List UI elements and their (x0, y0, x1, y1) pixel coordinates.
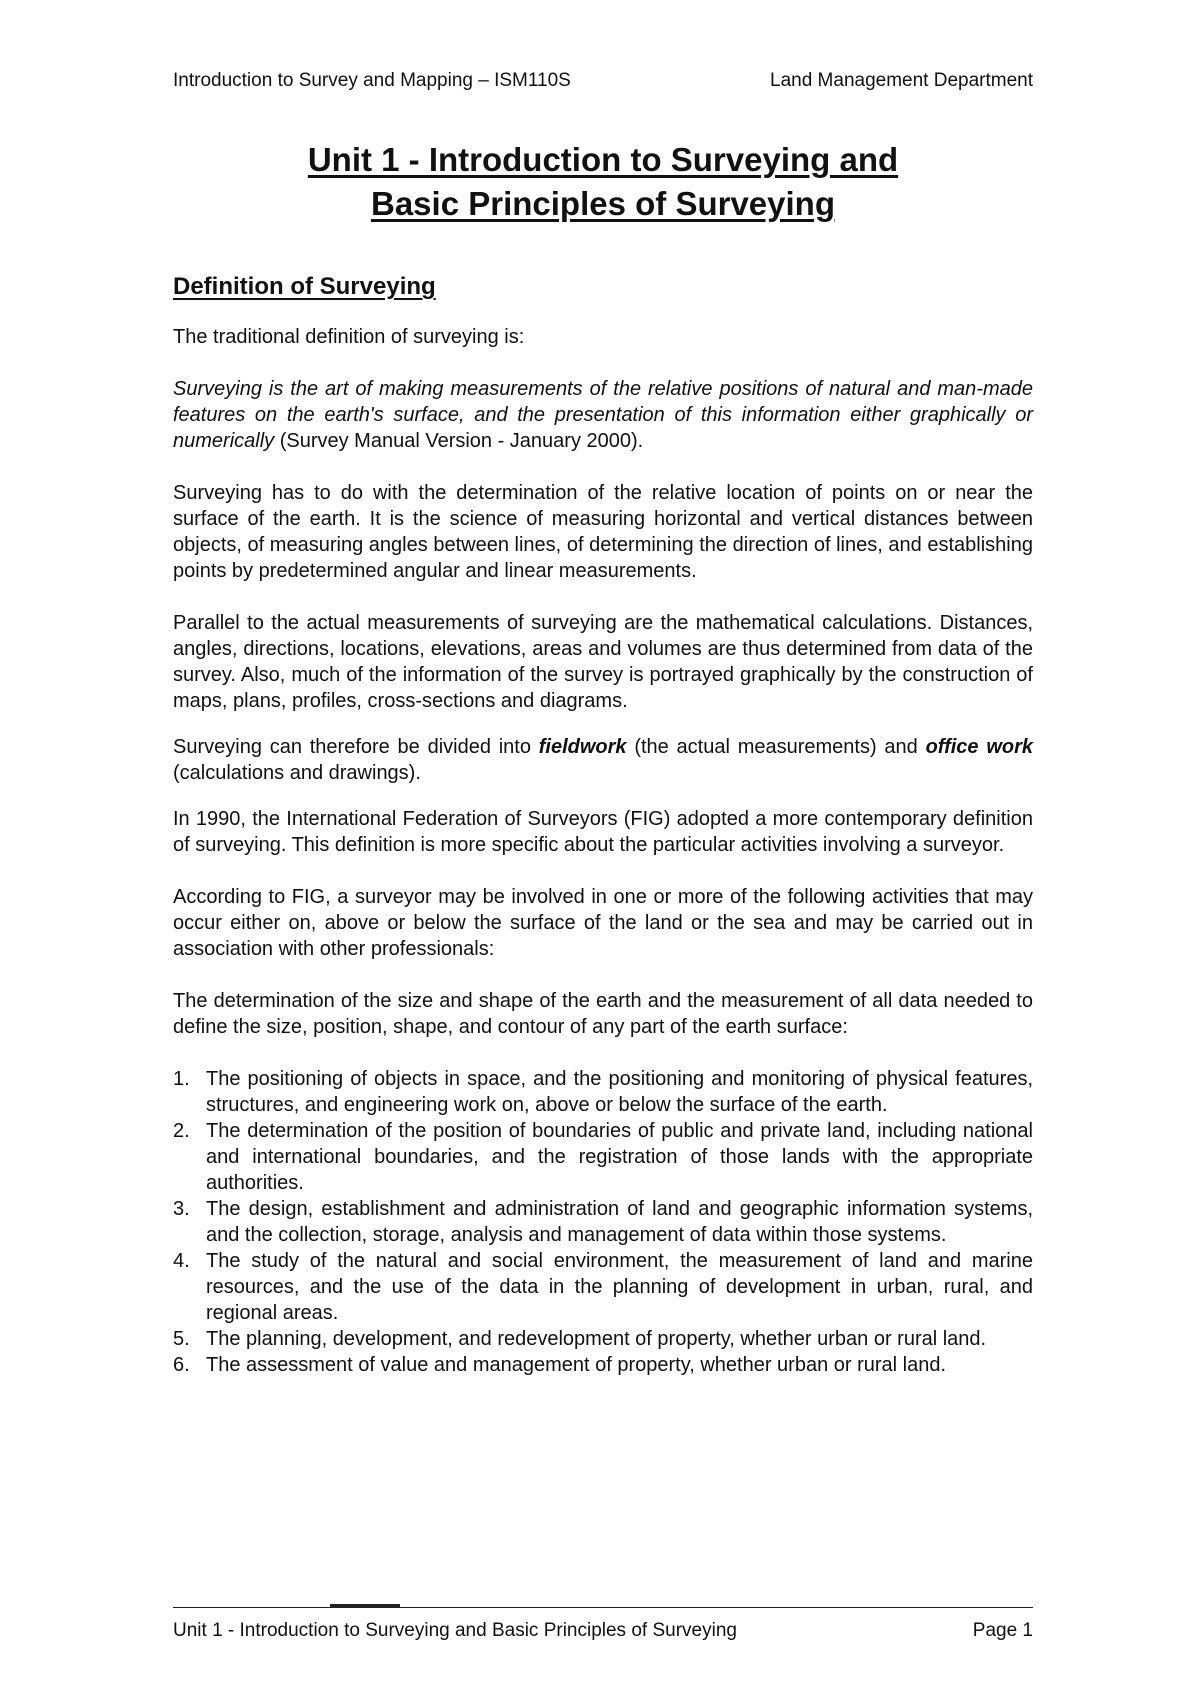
fieldwork-term: fieldwork (538, 736, 627, 758)
list-number: 2. (173, 1120, 190, 1142)
list-number: 3. (173, 1198, 190, 1220)
list-item (173, 1196, 1033, 1248)
divided-text-a: Surveying can therefore be divided into (173, 736, 539, 758)
document-title (173, 138, 1033, 226)
footer-unit-title: Unit 1 - Introduction to Surveying and Basic Principles of Surveying (173, 1620, 737, 1641)
list-item (173, 1326, 1033, 1352)
list-number: 4. (173, 1250, 190, 1272)
list-number: 6. (173, 1354, 190, 1376)
section-heading: Definition of Surveying (173, 273, 436, 300)
location-paragraph: Surveying has to do with the determination of the relative location of points on or near the surface of the earth. It is the science of measuring horizontal and vertical distances between objects, of measuring angles between lines, of determining the direction of lines, and establishing points by predetermined angular and linear measurements. (173, 482, 1033, 582)
list-number: 1. (173, 1068, 190, 1090)
title-line-2: Basic Principles of Surveying (371, 185, 835, 222)
list-text: The planning, development, and redevelopment of property, whether urban or rural land. (206, 1328, 987, 1350)
page-content (173, 138, 1033, 1378)
divided-text-c: (calculations and drawings). (173, 762, 421, 784)
page-header (173, 70, 1033, 92)
title-line-1: Unit 1 - Introduction to Surveying and (307, 141, 899, 178)
list-item (173, 1352, 1033, 1378)
fig-paragraph: In 1990, the International Federation of Surveyors (FIG) adopted a more contemporary definition of surveying. This definition is more specific about the particular activities involving a surveyor. (173, 808, 1033, 856)
definition-paragraph (173, 376, 1033, 454)
page-number: Page 1 (972, 1620, 1033, 1641)
page-footer (173, 1620, 1033, 1642)
divided-text-b: (the actual measurements) and (626, 736, 926, 758)
list-number: 5. (173, 1328, 190, 1350)
activities-list (173, 1066, 1033, 1378)
footer-divider (173, 1607, 1033, 1608)
list-item (173, 1066, 1033, 1118)
list-text: The design, establishment and administration of land and geographic information systems, and the collection, storage, analysis and management of data within those systems. (206, 1198, 1033, 1246)
definition-source: (Survey Manual Version - January 2000). (274, 430, 644, 452)
parallel-paragraph: Parallel to the actual measurements of surveying are the mathematical calculations. Distances, angles, directions, locations, elevations, areas and volumes are thus determined from data of the survey. Also, much of the information of the survey is portrayed graphically by the construction of maps, plans, profiles, cross-sections and diagrams. (173, 612, 1033, 712)
according-paragraph: According to FIG, a surveyor may be involved in one or more of the following activities that may occur either on, above or below the surface of the land or the sea and may be carried out in association with other professionals: (173, 886, 1033, 960)
determination-paragraph: The determination of the size and shape of the earth and the measurement of all data needed to define the size, position, shape, and contour of any part of the earth surface: (173, 990, 1033, 1038)
list-text: The positioning of objects in space, and the positioning and monitoring of physical features, structures, and engineering work on, above or below the surface of the earth. (206, 1068, 1033, 1116)
header-course: Introduction to Survey and Mapping – ISM110S (173, 70, 571, 91)
intro-paragraph: The traditional definition of surveying is: (173, 326, 525, 348)
list-text: The assessment of value and management of property, whether urban or rural land. (206, 1354, 947, 1376)
list-item (173, 1118, 1033, 1196)
office-work-term: office work (925, 736, 1033, 758)
list-item (173, 1248, 1033, 1326)
list-text: The determination of the position of boundaries of public and private land, including national and international boundaries, and the registration of those lands with the appropriate authorities. (206, 1120, 1033, 1194)
divided-paragraph (173, 734, 1033, 786)
footer-divider-accent (330, 1604, 400, 1607)
header-department: Land Management Department (770, 70, 1033, 91)
list-text: The study of the natural and social environment, the measurement of land and marine resources, and the use of the data in the planning of development in urban, rural, and regional areas. (206, 1250, 1033, 1324)
definition-quote: Surveying is the art of making measurements of the relative positions of natural and man-made features on the earth's surface, and the presentation of this information either graphically or numerically (173, 378, 1033, 452)
